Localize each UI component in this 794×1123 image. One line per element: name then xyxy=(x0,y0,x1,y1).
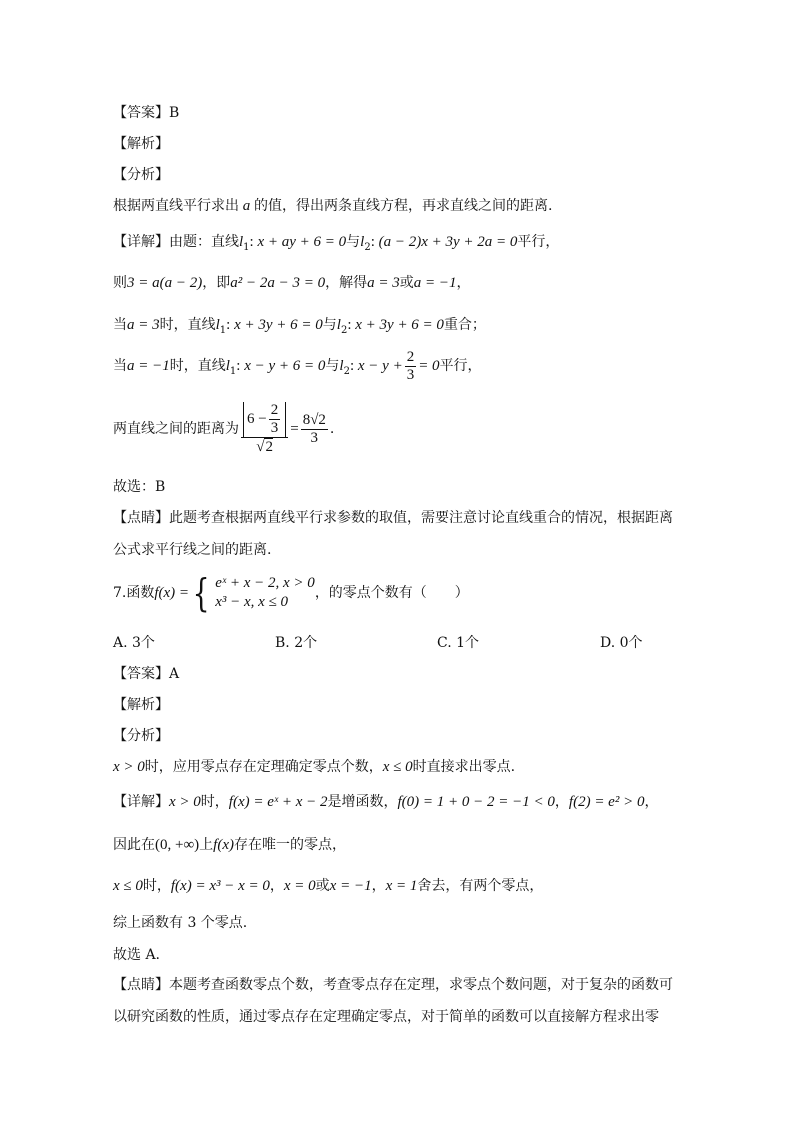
dianjing-line-7-2: 以研究函数的性质，通过零点存在定理确定零点，对于简单的函数可以直接解方程求出零 xyxy=(113,1009,659,1025)
conclusion-line: 故选：B xyxy=(113,479,166,495)
option-c[interactable]: C. 1个 xyxy=(437,635,480,651)
fenxi-text: 根据两直线平行求出 a 的值，得出两条直线方程，再求直线之间的距离. xyxy=(113,198,553,214)
dianjing-line-2: 公式求平行线之间的距离. xyxy=(113,542,272,558)
option-a[interactable]: A. 3个 xyxy=(113,635,155,651)
detail-line-7-3: x ≤ 0时，f(x) = x³ − x = 0，x = 0或x = −1，x = 1舍去，有两个零点， xyxy=(113,878,544,894)
question-7-stem: 7.函数f(x) ={ eˣ + x − 2, x > 0 x³ − x, x ≤ 0 ，的零点个数有（ ） xyxy=(113,571,469,615)
conclusion-line-7: 故选 A. xyxy=(113,947,161,963)
fenxi-heading: 【分析】 xyxy=(113,167,169,183)
analysis-heading-7: 【解析】 xyxy=(113,697,169,713)
answer-line: 【答案】B xyxy=(113,105,180,121)
dianjing-line-1: 【点睛】此题考查根据两直线平行求参数的取值，需要注意讨论直线重合的情况，根据距离 xyxy=(113,510,673,526)
result-fraction: $\frac{8√2}{3}$ xyxy=(302,411,326,446)
fenxi-heading-7: 【分析】 xyxy=(113,728,169,744)
detail-line-3: 当a = 3时，直线$l_1$: x + 3y + 6 = 0与$l_2$: x + 3y + 6 = 0重合； xyxy=(113,317,486,336)
detail-line-4: 当a = −1时，直线$l_1$: x − y + 6 = 0与$l_2$: x − y + $\frac{2}{3}$ = 0平行， xyxy=(113,348,482,383)
distance-line: 两直线之间的距离为 6 − $\frac{2}{3}$ √2 = $\frac{8√2}{3}$ . xyxy=(113,402,335,455)
answer-line-7: 【答案】A xyxy=(113,666,180,682)
fraction: $\frac{2}{3}$ xyxy=(406,348,415,383)
fenxi-text-7: x > 0时，应用零点存在定理确定零点个数，x ≤ 0时直接求出零点. xyxy=(113,759,516,775)
detail-line-7-1: 【详解】x > 0时，f(x) = eˣ + x − 2是增函数，f(0) = 1 + 0 − 2 = −1 < 0，f(2) = e² > 0， xyxy=(113,794,659,810)
option-b[interactable]: B. 2个 xyxy=(275,635,318,651)
option-d[interactable]: D. 0个 xyxy=(600,635,643,651)
detail-line-2: 则3 = a(a − 2)，即a² − 2a − 3 = 0，解得a = 3或a = −1， xyxy=(113,275,471,291)
detail-line-1: 【详解】由题：直线$l_1$: x + ay + 6 = 0与$l_2$: (a − 2)x + 3y + 2a = 0平行， xyxy=(113,234,560,253)
dianjing-line-7-1: 【点睛】本题考查函数零点个数，考查零点存在定理，求零点个数问题，对于复杂的函数可 xyxy=(113,977,673,993)
detail-line-7-2: 因此在(0, +∞)上f(x)存在唯一的零点， xyxy=(113,837,346,853)
summary-line-7: 综上函数有 3 个零点. xyxy=(113,915,248,931)
distance-fraction: 6 − $\frac{2}{3}$ √2 xyxy=(241,402,288,456)
analysis-heading: 【解析】 xyxy=(113,136,169,152)
